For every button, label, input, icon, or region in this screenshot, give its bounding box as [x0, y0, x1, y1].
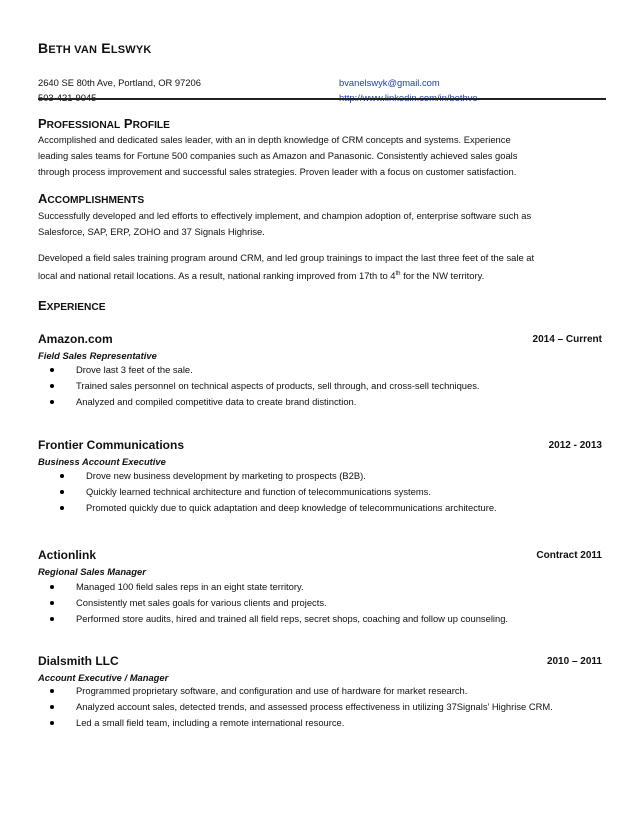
job-header [38, 332, 602, 350]
bullet-dot-icon [50, 705, 54, 709]
job-header [38, 548, 602, 566]
job-dates: 2014 – Current [532, 334, 602, 345]
bullet-dot-icon [50, 400, 54, 404]
candidate-name: BETH VAN ELSWYK [38, 40, 152, 56]
job-role: Field Sales Representative [38, 350, 157, 361]
company-name: Amazon.com [38, 332, 113, 346]
job-dates: 2010 – 2011 [546, 656, 602, 667]
company-name: Dialsmith LLC [38, 654, 119, 668]
job-header [38, 654, 602, 672]
accomplishment-paragraph-2: Developed a field sales training program around CRM, and led group trainings to impact the last three feet of the sale at local and national retail locations. As a result, national ranking improved from 17th to 4th for the NW territory. [38, 252, 535, 282]
bullet-dot-icon [50, 689, 54, 693]
bullet-dot-icon [50, 585, 54, 589]
email-link[interactable]: bvanelswyk@gmail.com [339, 77, 440, 88]
bullet-dot-icon [50, 617, 54, 621]
bullet-dot-icon [50, 721, 54, 725]
accomplishments-heading: ACCOMPLISHMENTS [38, 191, 145, 206]
experience-heading: EXPERIENCE [38, 298, 106, 313]
job-header [38, 438, 602, 456]
company-name: Actionlink [38, 548, 97, 562]
bullet-dot-icon [50, 368, 54, 372]
address-text: 2640 SE 80th Ave, Portland, OR 97206 [38, 77, 201, 88]
bullet-dot-icon [60, 506, 64, 510]
accomplishment-paragraph-1: Successfully developed and led efforts to effectively implement, and champion adoption of, enterprise software such as Salesforce, SAP, ERP, ZOHO and 37 Signals Highrise. [38, 210, 532, 237]
bullet-dot-icon [60, 490, 64, 494]
job-role: Regional Sales Manager [38, 566, 146, 577]
bullet-dot-icon [60, 474, 64, 478]
bullet-dot-icon [50, 384, 54, 388]
bullet-dot-icon [50, 601, 54, 605]
job-role: Account Executive / Manager [38, 672, 169, 683]
profile-text: Accomplished and dedicated sales leader, with an in depth knowledge of CRM concepts and systems. Experience leading sales teams for Fortune 500 companies such as Amazon and Panasonic. Consistently achieved sales goals through process improvement and successful sales strategies. Proven leader with a focus on customer satisfaction. [38, 134, 518, 177]
job-role: Business Account Executive [38, 456, 166, 467]
company-name: Frontier Communications [38, 438, 185, 452]
job-dates: 2012 - 2013 [548, 440, 602, 451]
profile-heading: PROFESSIONAL PROFILE [38, 116, 170, 131]
header-divider [38, 98, 606, 100]
job-dates: Contract 2011 [536, 550, 602, 561]
